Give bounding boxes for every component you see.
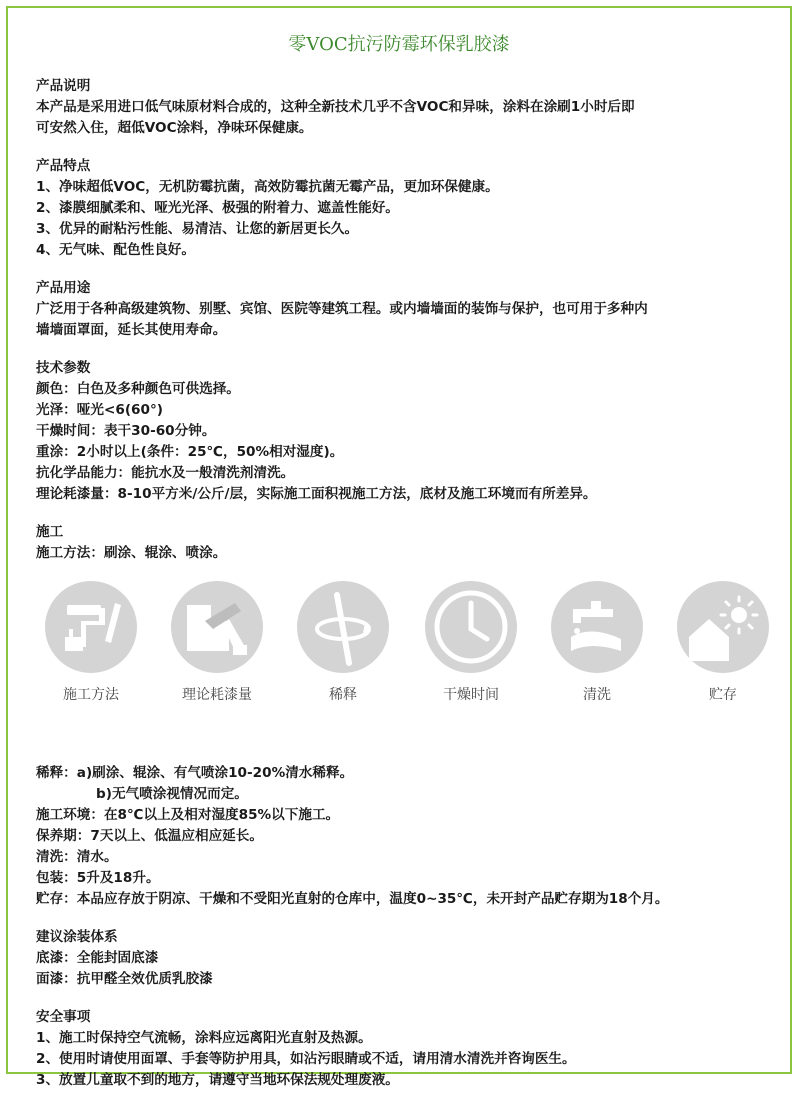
section-heading: 产品说明	[36, 78, 91, 94]
section-construction	[36, 522, 776, 564]
icon-label: 清洗	[583, 687, 611, 703]
text-line: b)无气喷涂视情况而定。	[96, 786, 248, 802]
section-heading: 产品特点	[36, 158, 91, 174]
text-line: 3、优异的耐粘污性能、易清洁、让您的新居更长久。	[36, 221, 359, 237]
text-line: 1、施工时保持空气流畅，涂料应远离阳光直射及热源。	[36, 1030, 372, 1046]
icon-label: 干燥时间	[443, 687, 499, 703]
section-description	[36, 76, 776, 139]
text-line: 贮存：本品应存放于阴凉、干燥和不受阳光直射的仓库中，温度0~35℃，未开封产品贮存期为18个月。	[36, 891, 669, 907]
text-line: 施工环境：在8℃以上及相对湿度85%以下施工。	[36, 807, 340, 823]
brush-coverage-icon	[171, 581, 263, 673]
section-features	[36, 156, 776, 261]
text-line: 3、放置儿童取不到的地方，请遵守当地环保法规处理废液。	[36, 1072, 399, 1088]
text-line: 理论耗漆量：8-10平方米/公斤/层，实际施工面积视施工方法，底材及施工环境而有所差异。	[36, 486, 597, 502]
section-heading: 安全事项	[36, 1009, 91, 1025]
section-heading: 建议涂装体系	[36, 929, 118, 945]
dilution-stir-icon	[297, 581, 389, 673]
icon-item	[36, 581, 146, 706]
text-line: 面漆：抗甲醛全效优质乳胶漆	[36, 971, 213, 987]
text-line: 清洗：清水。	[36, 849, 118, 865]
icon-item	[288, 581, 398, 706]
text-line: 包装：5升及18升。	[36, 870, 160, 886]
text-line: 施工方法：刷涂、辊涂、喷涂。	[36, 545, 227, 561]
text-line: 4、无气味、配色性良好。	[36, 242, 195, 258]
text-line: 干燥时间：表干30-60分钟。	[36, 423, 216, 439]
section-specs	[36, 358, 776, 505]
text-line: 重涂：2小时以上(条件：25℃，50%相对湿度)。	[36, 444, 344, 460]
icon-label: 贮存	[709, 687, 737, 703]
section-details	[36, 763, 776, 910]
paint-tools-icon	[45, 581, 137, 673]
text-line: 广泛用于各种高级建筑物、别墅、宾馆、医院等建筑工程。或内墙墙面的装饰与保护，也可用于多种内	[36, 301, 648, 317]
text-line: 可安然入住，超低VOC涂料，净味环保健康。	[36, 120, 313, 136]
text-line: 底漆：全能封固底漆	[36, 950, 159, 966]
text-line: 本产品是采用进口低气味原材料合成的，这种全新技术几乎不含VOC和异味，涂料在涂刷1小时后即	[36, 99, 635, 115]
icon-row	[36, 581, 776, 741]
text-line: 2、漆膜细腻柔和、哑光光泽、极强的附着力、遮盖性能好。	[36, 200, 399, 216]
clock-icon	[425, 581, 517, 673]
faucet-wash-icon	[551, 581, 643, 673]
icon-label: 施工方法	[63, 687, 119, 703]
icon-label: 理论耗漆量	[182, 687, 252, 703]
text-line: 2、使用时请使用面罩、手套等防护用具，如沾污眼睛或不适，请用清水清洗并咨询医生。	[36, 1051, 576, 1067]
page-frame	[6, 6, 792, 1088]
section-system	[36, 927, 776, 990]
section-heading: 产品用途	[36, 280, 91, 296]
document-body	[36, 76, 776, 1108]
text-line: 稀释：a)刷涂、辊涂、有气喷涂10-20%清水稀释。	[36, 765, 354, 781]
section-heading: 施工	[36, 524, 64, 540]
text-line: 抗化学品能力：能抗水及一般清洗剂清洗。	[36, 465, 295, 481]
text-line: 光泽：哑光<6(60°)	[36, 402, 163, 418]
text-line: 颜色：白色及多种颜色可供选择。	[36, 381, 240, 397]
section-safety	[36, 1007, 776, 1091]
text-line: 1、净味超低VOC，无机防霉抗菌，高效防霉抗菌无霉产品，更加环保健康。	[36, 179, 499, 195]
page-title: 零VOC抗污防霉环保乳胶漆	[288, 34, 510, 55]
icon-item	[416, 581, 526, 706]
sun-house-icon	[677, 581, 769, 673]
icon-item	[542, 581, 652, 706]
icon-label: 稀释	[329, 687, 357, 703]
text-line: 墙墙面罩面，延长其使用寿命。	[36, 322, 227, 338]
text-line: 保养期：7天以上、低温应相应延长。	[36, 828, 263, 844]
icon-item	[668, 581, 778, 706]
section-heading: 技术参数	[36, 360, 91, 376]
icon-item	[162, 581, 272, 706]
section-usage	[36, 278, 776, 341]
